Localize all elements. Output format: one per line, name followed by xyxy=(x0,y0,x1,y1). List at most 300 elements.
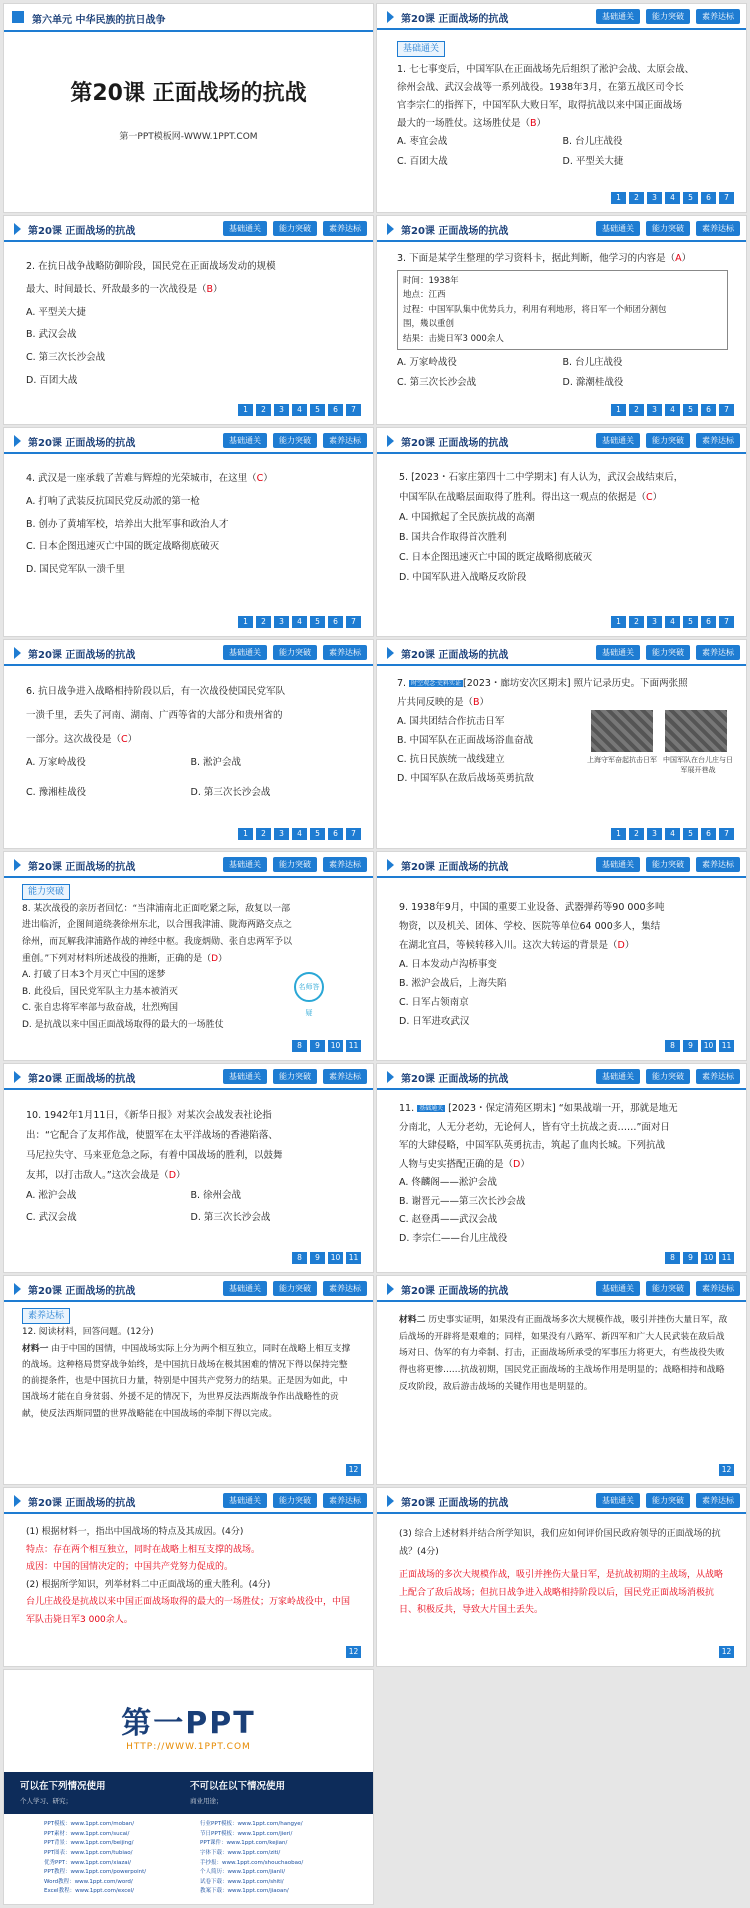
pager xyxy=(611,616,734,628)
q6-text-3: 一部分。这次战役是（C） xyxy=(26,733,138,745)
lesson-title: 第20课 正面战场的抗战 xyxy=(28,438,136,449)
q12-sub1-answer-1: 特点：存在两个相互独立，同时在战略上相互支撑的战场。 xyxy=(26,1544,261,1555)
q9-option-c[interactable]: C. 日军占领南京 xyxy=(399,997,469,1008)
tab-basic[interactable]: 基础通关 xyxy=(223,857,267,872)
footer-link[interactable]: 字体下载：www.1ppt.com/ziti/ xyxy=(200,1849,281,1856)
page-7[interactable]: 7 xyxy=(719,192,734,204)
cover-site: 第一PPT模板网-WWW.1PPT.COM xyxy=(119,132,258,142)
page-2[interactable]: 2 xyxy=(256,828,271,840)
page-5[interactable]: 5 xyxy=(310,616,325,628)
q2-option-a[interactable]: A. 平型关大捷 xyxy=(26,306,86,318)
q11-answer: D xyxy=(513,1158,521,1170)
slide-q5[interactable] xyxy=(376,427,747,637)
page-2[interactable]: 2 xyxy=(256,616,271,628)
page-4[interactable]: 4 xyxy=(665,616,680,628)
q10-answer: D xyxy=(168,1169,177,1181)
tab-basic[interactable]: 基础通关 xyxy=(223,1281,267,1296)
q7-option-c[interactable]: C. 抗日民族统一战线建立 xyxy=(397,754,505,765)
logo-area xyxy=(4,1670,373,1772)
tab-basic[interactable]: 基础通关 xyxy=(596,433,640,448)
triangle-icon xyxy=(14,647,21,659)
page-5[interactable]: 5 xyxy=(310,828,325,840)
tab-ability[interactable]: 能力突破 xyxy=(646,9,690,24)
slide-q8[interactable] xyxy=(3,851,374,1061)
tab-ability[interactable]: 能力突破 xyxy=(273,857,317,872)
page-3[interactable]: 3 xyxy=(647,404,662,416)
page-5[interactable]: 5 xyxy=(683,192,698,204)
q6-text-2: 一溃千里，丢失了河南、湖南、广西等省的大部分和贵州省的 xyxy=(26,709,283,721)
q5-option-b[interactable]: B. 国共合作取得首次胜利 xyxy=(399,531,507,543)
page-11[interactable]: 11 xyxy=(719,1040,734,1052)
q3-text: 3. 下面是某学生整理的学习资料卡，据此判断，他学习的内容是（A） xyxy=(397,253,692,264)
page-1[interactable]: 1 xyxy=(611,828,626,840)
tab-basic[interactable]: 基础通关 xyxy=(596,9,640,24)
page-11[interactable]: 11 xyxy=(719,1252,734,1264)
tab-literacy[interactable]: 素养达标 xyxy=(696,857,740,872)
slide-q4[interactable] xyxy=(3,427,374,637)
lesson-title: 第20课 正面战场的抗战 xyxy=(28,226,136,237)
q8-text-4: 重创。”下列对材料所述战役的推断，正确的是（D） xyxy=(22,953,228,964)
page-6[interactable]: 6 xyxy=(701,192,716,204)
q1-text-2: 徐州会战、武汉会战等一系列战役。1938年3月，在第五战区司令长 xyxy=(397,82,684,94)
page-8[interactable]: 8 xyxy=(665,1252,680,1264)
photo-shanghai xyxy=(591,710,653,752)
pager xyxy=(719,1646,734,1658)
pager xyxy=(346,1464,361,1476)
page-9[interactable]: 9 xyxy=(683,1252,698,1264)
page-1[interactable]: 1 xyxy=(238,616,253,628)
footer-link[interactable]: PPT素材：www.1ppt.com/sucai/ xyxy=(44,1830,130,1837)
q12-intro: 12. 阅读材料，回答问题。(12分) xyxy=(22,1327,154,1338)
page-2[interactable]: 2 xyxy=(629,404,644,416)
q9-option-b[interactable]: B. 淞沪会战后，上海失陷 xyxy=(399,978,507,989)
tab-literacy[interactable]: 素养达标 xyxy=(696,645,740,660)
footer-link[interactable]: 节日PPT模板：www.1ppt.com/jieri/ xyxy=(200,1830,293,1837)
cannot-use-sub: 商业用途； xyxy=(190,1797,223,1805)
page-11[interactable]: 11 xyxy=(346,1252,361,1264)
tab-literacy[interactable]: 素养达标 xyxy=(323,221,367,236)
lesson-title: 第20课 正面战场的抗战 xyxy=(401,1498,509,1509)
page-1[interactable]: 1 xyxy=(611,192,626,204)
footer-slide[interactable] xyxy=(3,1669,374,1905)
footer-link[interactable]: PPT课件：www.1ppt.com/kejian/ xyxy=(200,1840,288,1847)
card-line: 地点：江西 xyxy=(403,290,446,301)
triangle-icon xyxy=(387,435,394,447)
q8-text-3: 徐州，而瓦解我津浦路作战的神经中枢。我庞炳勋、张自忠两军予以 xyxy=(22,936,293,947)
q9-text-2: 物资，以及机关、团体、学校、医院等单位64 000多人，集结 xyxy=(399,921,661,932)
q12-sub3-question: (3) 综合上述材料并结合所学知识，我们应如何评价国民政府领导的正面战场的抗战？(4分) xyxy=(399,1529,721,1557)
q7-answer: B xyxy=(473,697,480,708)
q8-text-2: 进出临沂，企图间道绕袭徐州东北，以合围我津浦、陇海两路交点之 xyxy=(22,920,293,931)
cannot-use-title: 不可以在以下情况使用 xyxy=(190,1781,286,1792)
lesson-title: 第20课 正面战场的抗战 xyxy=(28,650,136,661)
q3-option-b[interactable]: B. 台儿庄战役 xyxy=(562,357,623,369)
page-7[interactable]: 7 xyxy=(719,828,734,840)
tab-basic[interactable]: 基础通关 xyxy=(596,1493,640,1508)
page-8[interactable]: 8 xyxy=(292,1040,307,1052)
q4-option-d[interactable]: D. 国民党军队一溃千里 xyxy=(26,564,125,576)
slide-header xyxy=(4,1276,373,1302)
pager xyxy=(238,404,361,416)
q7-option-d[interactable]: D. 中国军队在敌后战场英勇抗敌 xyxy=(397,773,534,784)
triangle-icon xyxy=(14,1283,21,1295)
page-6[interactable]: 6 xyxy=(328,616,343,628)
page-4[interactable]: 4 xyxy=(665,192,680,204)
tab-literacy[interactable]: 素养达标 xyxy=(696,1281,740,1296)
cover-slide[interactable] xyxy=(3,3,374,213)
q12-sub1-answer-2: 成因：中国的国情决定的；中国共产党努力促成的。 xyxy=(26,1562,234,1573)
q8-option-b[interactable]: B. 此役后，国民党军队主力基本被消灭 xyxy=(22,986,178,997)
q12-material1: 材料一 由于中国的国情，中国战场实际上分为两个相互独立，同时在战略上相互支撑的战场。这种格局贯穿战争始终，是中国抗日战场在极其困难的情况下得以保持完整的前提条件，也是中国抗日力量，特别是中国共产党努力的结果。正是因为如此，中国战场才能在自身贫弱、外援不足的情况下，为世界反法西斯战争作出战略性的贡献，使反法西斯同盟的世界战略能在中国战场的牵制下得以完成。 xyxy=(22,1343,351,1419)
page-12[interactable]: 12 xyxy=(346,1646,361,1658)
slide-header xyxy=(4,428,373,454)
q2-option-c[interactable]: C. 第三次长沙会战 xyxy=(26,352,106,364)
tab-ability[interactable]: 能力突破 xyxy=(646,433,690,448)
triangle-icon xyxy=(14,1495,21,1507)
q4-answer: C xyxy=(256,473,264,484)
q3-option-d[interactable]: D. 滁潮桂战役 xyxy=(562,377,624,389)
page-7[interactable]: 7 xyxy=(719,404,734,416)
page-10[interactable]: 10 xyxy=(701,1040,716,1052)
page-9[interactable]: 9 xyxy=(310,1040,325,1052)
footer-link[interactable]: 行业PPT模板：www.1ppt.com/hangye/ xyxy=(200,1821,303,1827)
q9-text-3: 在湖北宜昌，等候转移入川。这次大转运的背景是（D） xyxy=(399,940,635,951)
brand-url: HTTP://WWW.1PPT.COM xyxy=(126,1742,251,1752)
lesson-title: 第20课 正面战场的抗战 xyxy=(401,1286,509,1297)
triangle-icon xyxy=(14,1071,21,1083)
tab-literacy[interactable]: 素养达标 xyxy=(696,221,740,236)
section-tag-literacy: 素养达标 xyxy=(22,1308,70,1324)
tab-literacy[interactable]: 素养达标 xyxy=(323,857,367,872)
tab-basic[interactable]: 基础通关 xyxy=(596,221,640,236)
q9-option-d[interactable]: D. 日军进攻武汉 xyxy=(399,1016,470,1027)
can-use-title: 可以在下列情况使用 xyxy=(20,1781,106,1792)
q2-answer: B xyxy=(206,283,214,295)
cover-marker-icon xyxy=(12,11,24,23)
page-2[interactable]: 2 xyxy=(629,616,644,628)
q6-text-1: 6. 抗日战争进入战略相持阶段以后，有一次战役使国民党军队 xyxy=(26,686,286,697)
q6-option-d[interactable]: D. 第三次长沙会战 xyxy=(190,787,271,798)
q10-text-4: 友邦，以打击敌人。”这次会战是（D） xyxy=(26,1169,186,1181)
tab-ability[interactable]: 能力突破 xyxy=(646,857,690,872)
page-10[interactable]: 10 xyxy=(701,1252,716,1264)
slide-header xyxy=(4,216,373,242)
tab-basic[interactable]: 基础通关 xyxy=(596,857,640,872)
q5-option-a[interactable]: A. 中国掀起了全民族抗战的高潮 xyxy=(399,511,535,523)
page-9[interactable]: 9 xyxy=(310,1252,325,1264)
card-line: 过程：中国军队集中优势兵力，利用有利地形，将日军一个师团分割包 xyxy=(403,304,667,315)
q6-answer: C xyxy=(121,733,128,745)
page-10[interactable]: 10 xyxy=(328,1040,343,1052)
page-2[interactable]: 2 xyxy=(629,192,644,204)
usage-band xyxy=(4,1772,373,1814)
lesson-title: 第20课 正面战场的抗战 xyxy=(401,226,509,237)
pager xyxy=(665,1040,734,1052)
q12-sub1-question: (1) 根据材料一，指出中国战场的特点及其成因。(4分) xyxy=(26,1527,244,1537)
q6-option-a[interactable]: A. 万家岭战役 xyxy=(26,757,86,769)
page-1[interactable]: 1 xyxy=(611,404,626,416)
q7-text-1: 7. 时空观念·史料实证 [2023・廊坊安次区期末] 照片记录历史。下面两张照 xyxy=(397,678,688,689)
page-1[interactable]: 1 xyxy=(238,404,253,416)
cover-unit-bar xyxy=(4,4,373,32)
lesson-title: 第20课 正面战场的抗战 xyxy=(401,438,509,449)
tab-ability[interactable]: 能力突破 xyxy=(273,1069,317,1084)
tab-literacy[interactable]: 素养达标 xyxy=(323,645,367,660)
tab-ability[interactable]: 能力突破 xyxy=(273,1493,317,1508)
footer-link[interactable]: Word教程：www.1ppt.com/word/ xyxy=(44,1878,133,1885)
tab-basic[interactable]: 基础通关 xyxy=(223,1069,267,1084)
q7-option-b[interactable]: B. 中国军队在正面战场浴血奋战 xyxy=(397,735,534,746)
tab-ability[interactable]: 能力突破 xyxy=(273,433,317,448)
tab-ability[interactable]: 能力突破 xyxy=(273,1281,317,1296)
q6-option-b[interactable]: B. 淞沪会战 xyxy=(190,757,242,769)
pager xyxy=(665,1252,734,1264)
tab-ability[interactable]: 能力突破 xyxy=(646,221,690,236)
lesson-title: 第20课 正面战场的抗战 xyxy=(28,1498,136,1509)
footer-link[interactable]: PPT图表：www.1ppt.com/tubiao/ xyxy=(44,1849,133,1856)
tab-basic[interactable]: 基础通关 xyxy=(223,433,267,448)
q9-answer: D xyxy=(617,940,625,951)
slide-header xyxy=(377,1276,746,1302)
q8-option-a[interactable]: A. 打破了日本3个月灭亡中国的迷梦 xyxy=(22,970,166,981)
q1-text-4: 最大的一场胜仗。这场胜仗是（B） xyxy=(397,118,547,130)
q10-option-a[interactable]: A. 淞沪会战 xyxy=(26,1189,77,1201)
q2-option-b[interactable]: B. 武汉会战 xyxy=(26,329,77,341)
q2-text-1: 2. 在抗日战争战略防御阶段，国民党在正面战场发动的规模 xyxy=(26,261,276,272)
tab-ability[interactable]: 能力突破 xyxy=(646,1069,690,1084)
triangle-icon xyxy=(14,859,21,871)
page-4[interactable]: 4 xyxy=(665,404,680,416)
tab-basic[interactable]: 基础通关 xyxy=(223,1493,267,1508)
triangle-icon xyxy=(14,435,21,447)
tab-ability[interactable]: 能力突破 xyxy=(273,221,317,236)
tab-ability[interactable]: 能力突破 xyxy=(646,645,690,660)
q3-option-c[interactable]: C. 第三次长沙会战 xyxy=(397,377,477,389)
footer-link[interactable]: 手抄报：www.1ppt.com/shouchaobao/ xyxy=(200,1859,304,1866)
slide-header xyxy=(4,1064,373,1090)
page-7[interactable]: 7 xyxy=(346,828,361,840)
q5-text-2: 中国军队在战略层面取得了胜利。得出这一观点的依据是（C） xyxy=(399,491,663,503)
q4-text: 4. 武汉是一座承载了苦难与辉煌的光荣城市，在这里（C） xyxy=(26,473,273,484)
page-12[interactable]: 12 xyxy=(719,1646,734,1658)
page-7[interactable]: 7 xyxy=(719,616,734,628)
tab-literacy[interactable]: 素养达标 xyxy=(696,9,740,24)
q11-option-a[interactable]: A. 佟麟阁——淞沪会战 xyxy=(399,1177,497,1189)
page-11[interactable]: 11 xyxy=(346,1040,361,1052)
lesson-title: 第20课 正面战场的抗战 xyxy=(401,14,509,25)
page-2[interactable]: 2 xyxy=(256,404,271,416)
page-4[interactable]: 4 xyxy=(292,404,307,416)
tab-basic[interactable]: 基础通关 xyxy=(223,645,267,660)
page-6[interactable]: 6 xyxy=(701,616,716,628)
q12-sub2-answer: 台儿庄战役是抗战以来中国正面战场取得的最大的一场胜仗；万家岭战役中，中国军队击毙日军3 000余人。 xyxy=(26,1597,351,1625)
page-4[interactable]: 4 xyxy=(665,828,680,840)
q5-option-d[interactable]: D. 中国军队进入战略反攻阶段 xyxy=(399,571,527,583)
triangle-icon xyxy=(387,647,394,659)
q2-text-2: 最大、时间最长、歼敌最多的一次战役是（B） xyxy=(26,283,223,295)
footer-link[interactable]: Excel教程：www.1ppt.com/excel/ xyxy=(44,1888,135,1895)
page-6[interactable]: 6 xyxy=(701,404,716,416)
page-1[interactable]: 1 xyxy=(238,828,253,840)
q9-option-a[interactable]: A. 日本发动卢沟桥事变 xyxy=(399,959,497,970)
q3-answer: A xyxy=(675,253,682,264)
q10-option-c[interactable]: C. 武汉会战 xyxy=(26,1211,77,1223)
tab-basic[interactable]: 基础通关 xyxy=(596,1069,640,1084)
q10-option-d[interactable]: D. 第三次长沙会战 xyxy=(190,1211,271,1223)
pager xyxy=(238,616,361,628)
tab-literacy[interactable]: 素养达标 xyxy=(696,1493,740,1508)
tab-literacy[interactable]: 素养达标 xyxy=(323,1281,367,1296)
slide-header xyxy=(377,640,746,666)
page-3[interactable]: 3 xyxy=(647,616,662,628)
q1-option-c[interactable]: C. 百团大战 xyxy=(397,156,448,168)
page-8[interactable]: 8 xyxy=(665,1040,680,1052)
slide-q12-answers-1[interactable] xyxy=(3,1487,374,1667)
tab-literacy[interactable]: 素养达标 xyxy=(323,1069,367,1084)
footer-link[interactable]: PPT模板：www.1ppt.com/moban/ xyxy=(44,1821,135,1827)
page-7[interactable]: 7 xyxy=(346,616,361,628)
pager xyxy=(292,1252,361,1264)
slide-q12-answers-2[interactable] xyxy=(376,1487,747,1667)
footer-link[interactable]: 教案下载：www.1ppt.com/jiaoan/ xyxy=(200,1888,289,1895)
slide-q7[interactable] xyxy=(376,639,747,849)
page-6[interactable]: 6 xyxy=(701,828,716,840)
page-5[interactable]: 5 xyxy=(683,616,698,628)
footer-link[interactable]: 试卷下载：www.1ppt.com/shiti/ xyxy=(200,1878,284,1885)
q11-text-3: 军的大肆侵略，中国军队英勇抗击，筑起了血肉长城。下列抗战 xyxy=(399,1140,666,1152)
brand-logo: 第一PPT xyxy=(121,1706,256,1741)
q4-option-c[interactable]: C. 日本企图迅速灭亡中国的既定战略彻底破灭 xyxy=(26,541,220,553)
q10-option-b[interactable]: B. 徐州会战 xyxy=(190,1189,242,1201)
links-right xyxy=(200,1820,303,1897)
q5-option-c[interactable]: C. 日本企图迅速灭亡中国的既定战略彻底破灭 xyxy=(399,551,593,563)
q12-sub3-answer: 正面战场的多次大规模作战，吸引并挫伤大量日军，是抗战初期的主战场，从战略上配合了敌后战场；但抗日战争进入战略相持阶段以后，国民党正面战场消极抗日、积极反共，导致大片国土丢失。 xyxy=(399,1570,724,1616)
slide-q6[interactable] xyxy=(3,639,374,849)
q4-option-a[interactable]: A. 打响了武装反抗国民党反动派的第一枪 xyxy=(26,495,200,507)
page-4[interactable]: 4 xyxy=(292,828,307,840)
q8-text-1: 8. 某次战役的亲历者回忆：“当津浦南北正面吃紧之际，敌复以一部 xyxy=(22,903,291,914)
q1-option-a[interactable]: A. 枣宜会战 xyxy=(397,136,448,148)
footer-link[interactable]: PPT背景：www.1ppt.com/beijing/ xyxy=(44,1840,134,1847)
page-3[interactable]: 3 xyxy=(274,404,289,416)
slide-q2[interactable] xyxy=(3,215,374,425)
q4-option-b[interactable]: B. 创办了黄埔军校，培养出大批军事和政治人才 xyxy=(26,518,229,530)
slide-q12-material1[interactable] xyxy=(3,1275,374,1485)
slide-q10[interactable] xyxy=(3,1063,374,1273)
footer-link[interactable]: PPT教程：www.1ppt.com/powerpoint/ xyxy=(44,1869,147,1876)
page-12[interactable]: 12 xyxy=(346,1464,361,1476)
q1-answer: B xyxy=(530,118,537,130)
page-6[interactable]: 6 xyxy=(328,828,343,840)
page-4[interactable]: 4 xyxy=(292,616,307,628)
q7-option-a[interactable]: A. 国共团结合作抗击日军 xyxy=(397,716,505,727)
q11-option-b[interactable]: B. 谢晋元——第三次长沙会战 xyxy=(399,1195,526,1207)
page-3[interactable]: 3 xyxy=(647,192,662,204)
q3-option-a[interactable]: A. 万家岭战役 xyxy=(397,357,457,369)
slide-q11[interactable] xyxy=(376,1063,747,1273)
links-left xyxy=(44,1820,146,1897)
slide-q3[interactable] xyxy=(376,215,747,425)
q7-text-2: 片共同反映的是（B） xyxy=(397,697,490,708)
tab-literacy[interactable]: 素养达标 xyxy=(696,1069,740,1084)
triangle-icon xyxy=(387,11,394,23)
teacher-stamp-icon: 名师答疑 xyxy=(294,972,324,1002)
page-5[interactable]: 5 xyxy=(683,828,698,840)
tab-ability[interactable]: 能力突破 xyxy=(646,1493,690,1508)
tab-basic[interactable]: 基础通关 xyxy=(223,221,267,236)
tab-ability[interactable]: 能力突破 xyxy=(273,645,317,660)
page-5[interactable]: 5 xyxy=(683,404,698,416)
basic-badge: 基础通关 xyxy=(419,1104,444,1112)
q8-option-d[interactable]: D. 是抗战以来中国正面战场取得的最大的一场胜仗 xyxy=(22,1020,224,1031)
q8-answer: D xyxy=(211,953,219,964)
triangle-icon xyxy=(387,859,394,871)
tab-literacy[interactable]: 素养达标 xyxy=(323,433,367,448)
page-8[interactable]: 8 xyxy=(292,1252,307,1264)
lesson-title: 第20课 正面战场的抗战 xyxy=(401,862,509,873)
page-3[interactable]: 3 xyxy=(274,828,289,840)
tab-literacy[interactable]: 素养达标 xyxy=(696,433,740,448)
page-9[interactable]: 9 xyxy=(683,1040,698,1052)
q5-text-1: 5. [2023・石家庄第四十二中学期末] 有人认为，武汉会战结束后， xyxy=(399,472,684,483)
q1-option-b[interactable]: B. 台儿庄战役 xyxy=(562,136,623,148)
can-use-sub: 个人学习、研究； xyxy=(20,1797,72,1805)
card-line: 结果：击毙日军3 000余人 xyxy=(403,333,504,344)
card-line: 围，幾以重创 xyxy=(403,319,455,330)
lesson-title: 第20课 正面战场的抗战 xyxy=(28,1286,136,1297)
q1-option-d[interactable]: D. 平型关大捷 xyxy=(562,156,624,168)
literacy-badge: 时空观念·史料实证 xyxy=(411,679,462,687)
slide-q9[interactable] xyxy=(376,851,747,1061)
slide-header xyxy=(4,1488,373,1514)
q11-option-c[interactable]: C. 赵登禹——武汉会战 xyxy=(399,1214,498,1226)
page-12[interactable]: 12 xyxy=(719,1464,734,1476)
photo-taierzhuang xyxy=(665,710,727,752)
page-3[interactable]: 3 xyxy=(274,616,289,628)
footer-link[interactable]: 优秀PPT：www.1ppt.com/xiazai/ xyxy=(44,1859,132,1866)
triangle-icon xyxy=(387,1283,394,1295)
tab-ability[interactable]: 能力突破 xyxy=(646,1281,690,1296)
slide-header xyxy=(377,852,746,878)
page-7[interactable]: 7 xyxy=(346,404,361,416)
page-6[interactable]: 6 xyxy=(328,404,343,416)
lesson-title: 第20课 正面战场的抗战 xyxy=(28,1074,136,1085)
page-2[interactable]: 2 xyxy=(629,828,644,840)
card-line: 时间：1938年 xyxy=(403,276,459,287)
slide-q12-material2[interactable] xyxy=(376,1275,747,1485)
q2-option-d[interactable]: D. 百团大战 xyxy=(26,374,78,386)
page-1[interactable]: 1 xyxy=(611,616,626,628)
slide-q1[interactable] xyxy=(376,3,747,213)
tab-basic[interactable]: 基础通关 xyxy=(596,645,640,660)
footer-link[interactable]: 个人简历：www.1ppt.com/jianli/ xyxy=(200,1869,286,1876)
q11-option-d[interactable]: D. 李宗仁——台儿庄战役 xyxy=(399,1232,508,1244)
q6-option-c[interactable]: C. 豫湘桂战役 xyxy=(26,787,87,798)
q12-material2: 材料二 历史事实证明，如果没有正面战场多次大规模作战，吸引并挫伤大量日军，敌后战场的开辟将是艰难的；同样，如果没有八路军、新四军和广大人民武装在敌后战场对日、伪军的有力牵制、打击，正面战场所承受的军事压力将更大，有些战役失败得也将更惨……抗战初期，国民党正面战场的主战场作用是明显的；战略相持和战略反攻阶段，敌后游击战场的关键作用也是明显的。 xyxy=(399,1315,728,1392)
page-10[interactable]: 10 xyxy=(328,1252,343,1264)
pager xyxy=(292,1040,361,1052)
pager xyxy=(238,828,361,840)
tab-basic[interactable]: 基础通关 xyxy=(596,1281,640,1296)
page-5[interactable]: 5 xyxy=(310,404,325,416)
page-3[interactable]: 3 xyxy=(647,828,662,840)
q11-text-2: 分南北，人无分老幼，无论何人，皆有守土抗战之责……”面对日 xyxy=(399,1121,670,1133)
lesson-title: 第20课 正面战场的抗战 xyxy=(401,1074,509,1085)
q10-text-2: 出：“它配合了友邦作战，使盟军在太平洋战场的香港陷落、 xyxy=(26,1129,278,1141)
triangle-icon xyxy=(14,223,21,235)
tab-literacy[interactable]: 素养达标 xyxy=(323,1493,367,1508)
q8-option-c[interactable]: C. 张自忠将军率部与敌奋战，壮烈殉国 xyxy=(22,1003,179,1014)
